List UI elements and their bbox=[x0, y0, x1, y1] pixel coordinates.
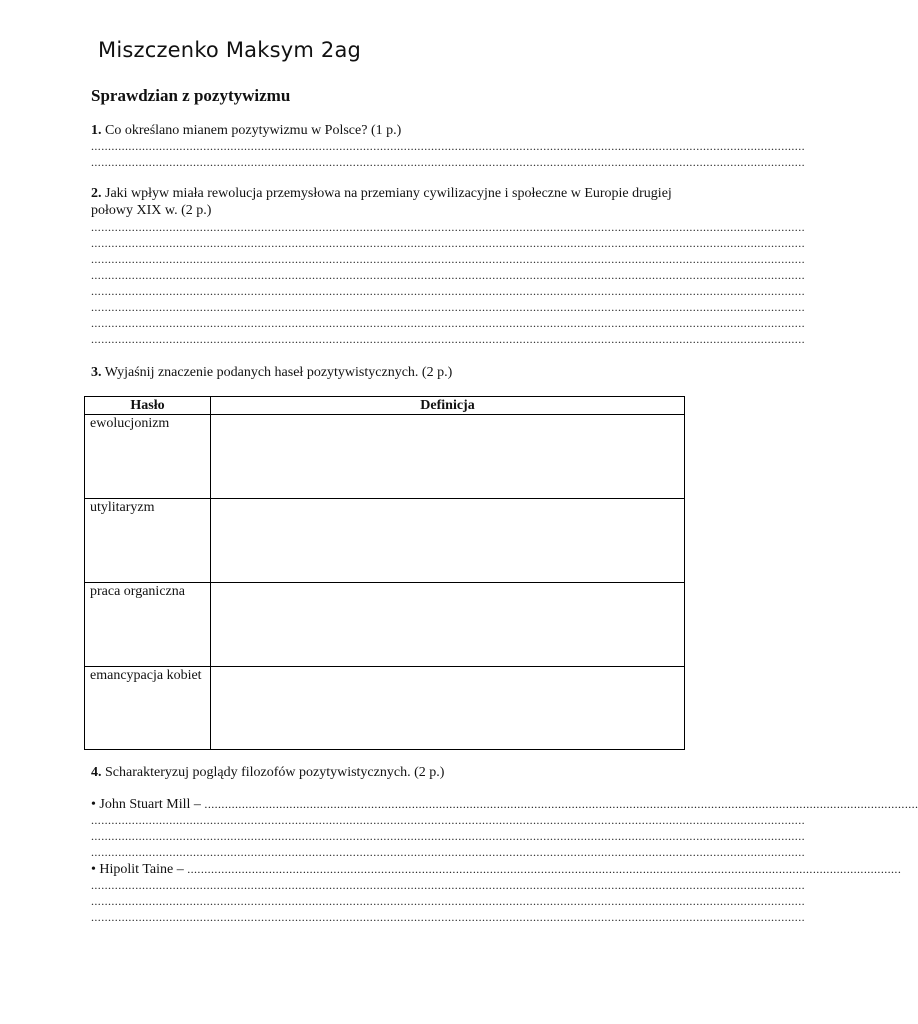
answer-line[interactable]: .................................................................................................................................................................................................................. bbox=[91, 332, 805, 346]
question-1-number: 1. bbox=[91, 123, 102, 138]
question-4-number: 4. bbox=[91, 765, 102, 780]
philosopher-label: • Hipolit Taine – bbox=[91, 862, 184, 877]
definition-cell[interactable] bbox=[211, 667, 685, 750]
answer-line[interactable]: .................................................................................................................................................................................................................. bbox=[91, 220, 805, 234]
philosopher-label: • John Stuart Mill – bbox=[91, 797, 201, 812]
answer-line[interactable]: .................................................................................................................................................................................................................. bbox=[91, 878, 805, 892]
answer-line[interactable]: .................................................................................................................................................................................................................. bbox=[91, 813, 805, 827]
term-cell: ewolucjonizm bbox=[85, 415, 211, 499]
test-title: Sprawdzian z pozytywizmu bbox=[91, 86, 291, 105]
question-3 bbox=[91, 364, 681, 381]
table-header-definition: Definicja bbox=[211, 397, 685, 415]
question-2 bbox=[91, 185, 681, 219]
philosopher-taine bbox=[91, 861, 902, 878]
table-header-row bbox=[85, 397, 685, 415]
student-name: Miszczenko Maksym 2ag bbox=[98, 38, 362, 62]
definition-cell[interactable] bbox=[211, 415, 685, 499]
answer-line[interactable]: .................................................................................................................................................................................................................. bbox=[91, 139, 805, 153]
term-cell: utylitaryzm bbox=[85, 499, 211, 583]
answer-line[interactable]: .................................................................................................................................................................................................................. bbox=[91, 155, 805, 169]
term-cell: praca organiczna bbox=[85, 583, 211, 667]
table-row bbox=[85, 499, 685, 583]
definition-cell[interactable] bbox=[211, 499, 685, 583]
table-header-term: Hasło bbox=[85, 397, 211, 415]
table-row bbox=[85, 667, 685, 750]
question-4-text: Scharakteryzuj poglądy filozofów pozytywistycznych. (2 p.) bbox=[105, 765, 445, 780]
answer-line[interactable]: .................................................................................................................................................................................................................. bbox=[91, 300, 805, 314]
answer-line[interactable]: .................................................................................................................................................................................................................. bbox=[91, 845, 805, 859]
answer-line[interactable]: .................................................................................................................................................................................................................. bbox=[91, 910, 805, 924]
philosopher-mill bbox=[91, 796, 918, 813]
question-3-number: 3. bbox=[91, 365, 102, 380]
question-3-text: Wyjaśnij znaczenie podanych haseł pozytywistycznych. (2 p.) bbox=[104, 365, 453, 380]
answer-line[interactable]: .................................................................................................................................................................................................................. bbox=[91, 252, 805, 266]
answer-line[interactable]: .................................................................................................................................................................................................................. bbox=[91, 316, 805, 330]
question-1-text: Co określano mianem pozytywizmu w Polsce? (1 p.) bbox=[105, 123, 402, 138]
term-cell: emancypacja kobiet bbox=[85, 667, 211, 750]
table-row bbox=[85, 583, 685, 667]
question-2-number: 2. bbox=[91, 186, 102, 201]
answer-line[interactable]: .................................................................................................................................................................................................................. bbox=[91, 268, 805, 282]
answer-line[interactable]: .................................................................................................................................................................................................................. bbox=[91, 894, 805, 908]
answer-line[interactable]: .................................................................................................................................................................................................................. bbox=[91, 829, 805, 843]
question-1 bbox=[91, 122, 681, 139]
answer-line[interactable]: .................................................................................................................................................................................................................. bbox=[91, 236, 805, 250]
definition-cell[interactable] bbox=[211, 583, 685, 667]
question-2-text: Jaki wpływ miała rewolucja przemysłowa na przemiany cywilizacyjne i społeczne w Europie drugiej połowy XIX w. (2 p.) bbox=[91, 186, 672, 218]
answer-line[interactable]: .................................................................................................................................................................................................................. bbox=[91, 284, 805, 298]
question-4 bbox=[91, 764, 681, 781]
terms-table bbox=[84, 396, 685, 750]
answer-line[interactable]: .................................................................................................................................................................................................................. bbox=[204, 797, 918, 811]
table-row bbox=[85, 415, 685, 499]
answer-line[interactable]: .................................................................................................................................................................................................................. bbox=[187, 862, 902, 876]
